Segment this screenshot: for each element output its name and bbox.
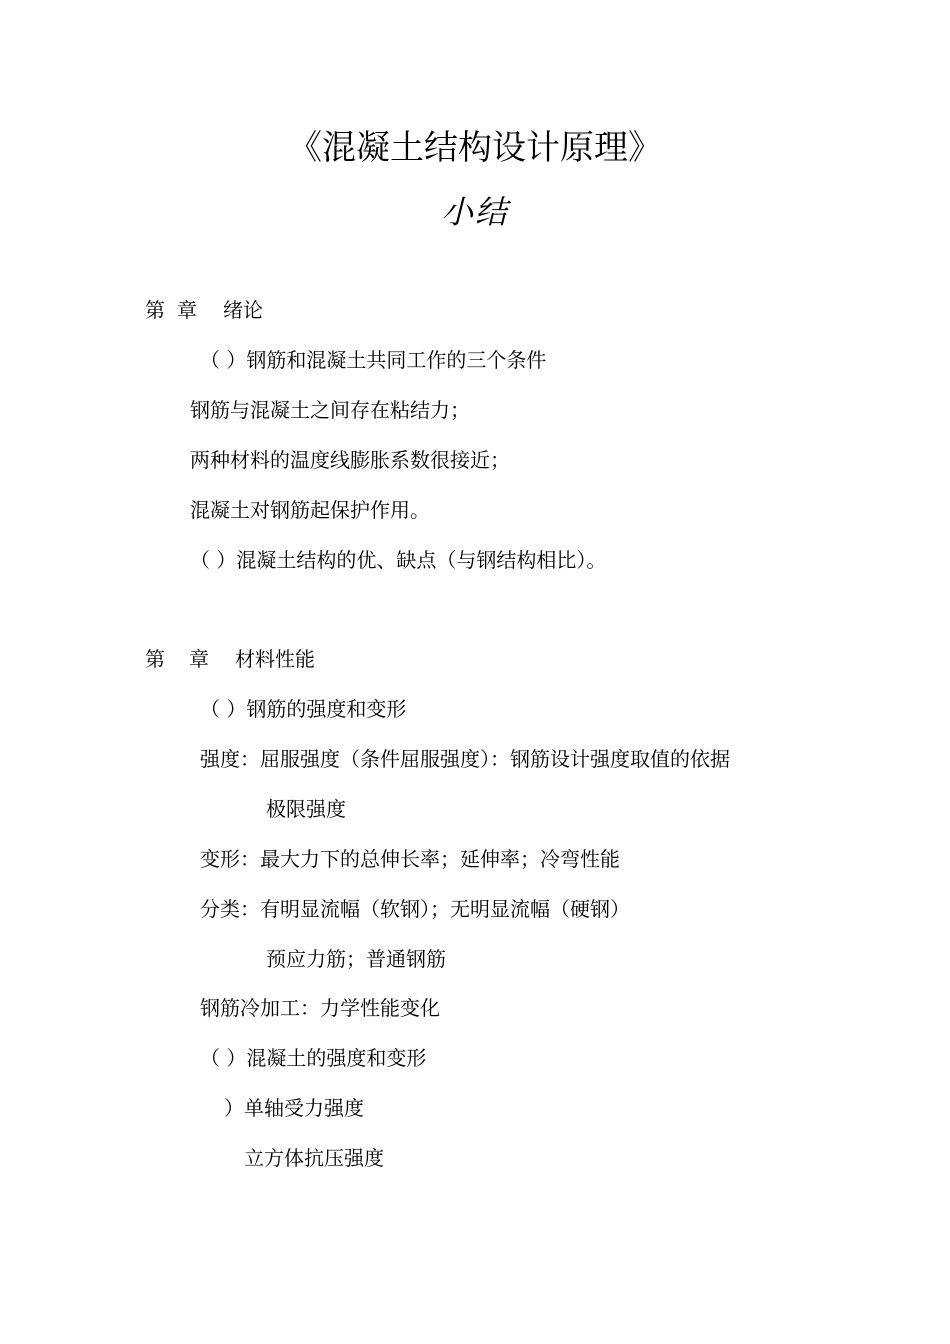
chapter2-mid: 章 bbox=[189, 647, 209, 671]
chapter1-item2-heading: （ ）混凝土结构的优、缺点（与钢结构相比）。 bbox=[190, 548, 607, 572]
chapter2-item1-heading: （ ）钢筋的强度和变形 bbox=[200, 697, 407, 721]
chapter1-prefix: 第 bbox=[145, 298, 165, 322]
chapter1-heading bbox=[145, 296, 263, 324]
classification-line-2: 预应力筋；普通钢筋 bbox=[266, 947, 446, 971]
chapter1-mid: 章 bbox=[177, 298, 197, 322]
strength-line: 强度：屈服强度（条件屈服强度）：钢筋设计强度取值的依据 bbox=[200, 747, 730, 771]
chapter2-item2-heading: （ ）混凝土的强度和变形 bbox=[200, 1046, 427, 1070]
chapter1-name: 绪论 bbox=[223, 298, 263, 322]
chapter2-heading bbox=[145, 645, 315, 673]
classification-line: 分类：有明显流幅（软钢）；无明显流幅（硬钢） bbox=[200, 897, 630, 921]
sub1-heading: ）单轴受力强度 bbox=[224, 1096, 364, 1120]
strength-line-2: 极限强度 bbox=[266, 797, 346, 821]
chapter1-condition-1: 钢筋与混凝土之间存在粘结力； bbox=[190, 398, 470, 422]
cold-work-line: 钢筋冷加工：力学性能变化 bbox=[200, 996, 440, 1020]
deformation-line: 变形：最大力下的总伸长率；延伸率；冷弯性能 bbox=[200, 847, 620, 871]
sub1-line: 立方体抗压强度 bbox=[244, 1146, 384, 1170]
chapter2-prefix: 第 bbox=[145, 647, 165, 671]
chapter2-name: 材料性能 bbox=[235, 647, 315, 671]
chapter1-condition-3: 混凝土对钢筋起保护作用。 bbox=[190, 498, 430, 522]
chapter1-item1-heading: （ ）钢筋和混凝土共同工作的三个条件 bbox=[200, 348, 547, 372]
chapter1-condition-2: 两种材料的温度线膨胀系数很接近； bbox=[190, 448, 510, 472]
document-subtitle: 小结 bbox=[440, 193, 509, 231]
document-title: 《混凝土结构设计原理》 bbox=[288, 128, 662, 168]
